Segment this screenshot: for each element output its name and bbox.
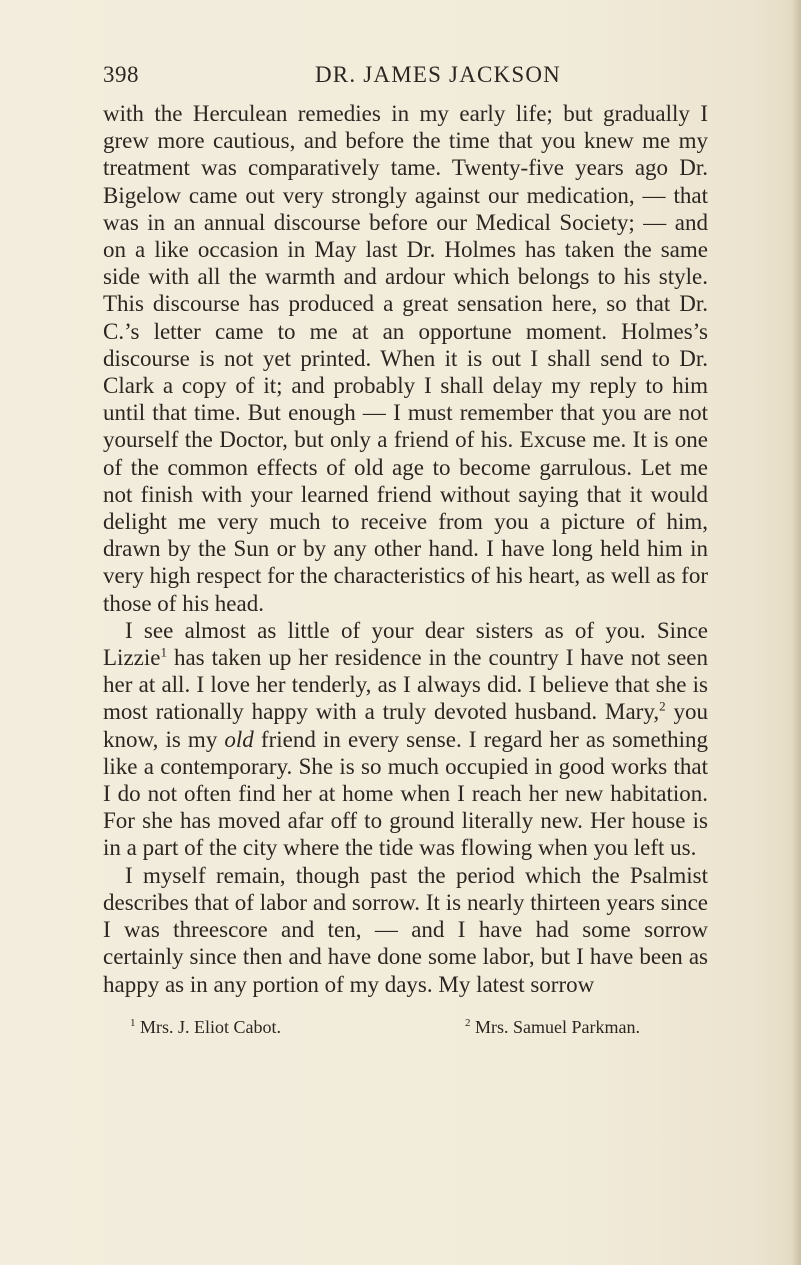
page-edge-shadow: [791, 0, 801, 1265]
footnote-2-text: Mrs. Samuel Parkman.: [475, 1017, 640, 1037]
paragraph-3: [103, 862, 708, 998]
paragraph-2-text-a: I see almost as little of your dear sisters as of you. Since Lizzie: [103, 617, 708, 671]
paragraph-2-text-c: you know, is my: [103, 699, 709, 752]
emphasis-old: old: [224, 726, 254, 752]
footnote-2-mark: 2: [465, 1017, 471, 1029]
running-head: DR. JAMES JACKSON: [315, 62, 561, 87]
paragraph-2: [103, 617, 708, 862]
body-text: [103, 100, 708, 998]
footnote-1-mark: 1: [130, 1017, 136, 1029]
page-number: 398: [103, 62, 139, 87]
paragraph-3-text: I myself remain, though past the period which the Psalmist describes that of labor and sorrow. It is nearly thirteen years since I was threescore and ten, — and I have had some sorrow certainly since then and have done some labor, but I have been as happy as in any portion of my days. My latest sorrow: [103, 862, 708, 997]
footnote-ref-1: 1: [160, 644, 167, 660]
paragraph-1-text: with the Herculean remedies in my early life; but gradually I grew more cautious, and before the time that you knew me my treatment was comparatively tame. Twenty-five years ago Dr. Bigelow came out very strongly against our medication, — that was in an annual discourse before our Medical Society; — and on a like occasion in May last Dr. Holmes has taken the same side with all the warmth and ardour which belongs to his style. This discourse has produced a great sensation here, so that Dr. C.’s letter came to me at an opportune moment. Holmes’s discourse is not yet printed. When it is out I shall send to Dr. Clark a copy of it; and probably I shall delay my reply to him until that time. But enough — I must remember that you are not yourself the Doctor, but only a friend of his. Excuse me. It is one of the common effects of old age to become garrulous. Let me not finish with your learned friend without saying that it would delight me very much to receive from you a picture of him, drawn by the Sun or by any other hand. I have long held him in very high respect for the characteristics of his heart, as well as for those of his head.: [103, 101, 708, 616]
footnote-2: [465, 1016, 640, 1038]
footnote-ref-2: 2: [659, 698, 666, 714]
page-header: [103, 62, 703, 96]
paragraph-2-text-b: has taken up her residence in the country I have not seen her at all. I love her tenderly, as I always did. I believe that she is most rationally happy with a truly devoted husband. Mary,: [103, 645, 708, 725]
paragraph-2-text-d: friend in every sense. I regard her as something like a contemporary. She is so much occupied in good works that I do not often find her at home when I reach her new habitation. For she has moved afar off to ground literally new. Her house is in a part of the city where the tide was flowing when you left us.: [103, 726, 708, 861]
footnote-1: [130, 1016, 281, 1038]
footnote-1-text: Mrs. J. Eliot Cabot.: [140, 1017, 282, 1037]
paragraph-1: [103, 100, 708, 617]
